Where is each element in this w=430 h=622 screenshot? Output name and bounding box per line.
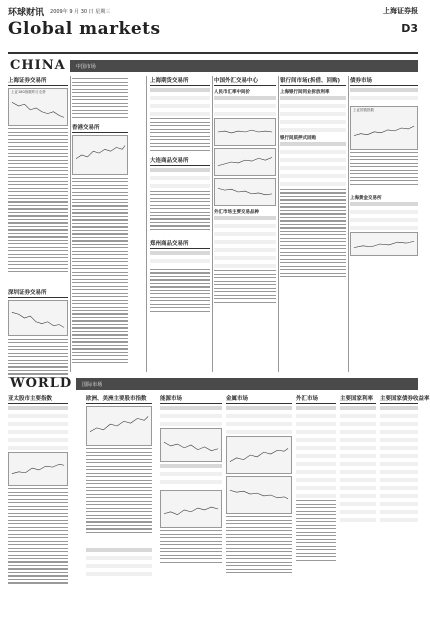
world-band-subtitle: 国际市场 xyxy=(82,381,103,388)
sub-heading: 上海银行间同业拆放利率 xyxy=(280,90,330,95)
euro-america-table xyxy=(86,548,152,576)
china-col-bonds xyxy=(350,76,418,376)
section-heading: 主要国家利率 xyxy=(340,394,376,404)
china-col-forex xyxy=(214,76,276,376)
section-heading: 能源市场 xyxy=(160,394,222,404)
sub-heading: 上海黄金交易所 xyxy=(350,196,382,202)
article-text xyxy=(150,269,210,319)
bond-table xyxy=(350,88,418,104)
metals-table xyxy=(226,406,292,434)
article-text xyxy=(150,191,210,239)
newspaper-brand: 环球财讯 xyxy=(8,7,45,18)
china-band-subtitle: 中国市场 xyxy=(75,63,96,70)
china-col-shanghai xyxy=(8,76,68,376)
fx-table xyxy=(296,406,336,498)
rate-chart xyxy=(214,118,276,146)
article-text xyxy=(72,178,128,378)
article-text xyxy=(226,516,292,586)
world-col-energy xyxy=(160,394,222,616)
energy-table xyxy=(160,406,222,426)
section-heading: 大连商品交易所 xyxy=(150,156,210,166)
index-chart xyxy=(8,88,68,126)
article-text xyxy=(350,152,418,192)
asia-index-table xyxy=(8,406,68,450)
futures-table xyxy=(150,168,210,188)
article-text xyxy=(72,78,128,123)
gold-chart xyxy=(350,232,418,256)
column-divider xyxy=(70,76,71,372)
world-section-band xyxy=(8,378,418,390)
section-heading: 香港交易所 xyxy=(72,123,128,133)
article-text xyxy=(160,530,222,570)
index-chart xyxy=(72,135,128,175)
column-divider xyxy=(146,76,147,372)
energy-table xyxy=(160,464,222,488)
article-text xyxy=(8,488,68,598)
section-heading: 银行间市场(拆借、回购) xyxy=(280,76,346,86)
futures-table xyxy=(150,251,210,267)
sub-heading: 银行间质押式回购 xyxy=(280,136,316,141)
world-col-yields xyxy=(380,394,430,616)
section-heading: 郑州商品交易所 xyxy=(150,239,210,249)
article-text xyxy=(8,128,68,288)
yields-table xyxy=(380,406,418,522)
section-heading: 中国外汇交易中心 xyxy=(214,76,276,86)
china-col-futures xyxy=(150,76,210,376)
section-heading: 欧洲、美洲主要股市指数 xyxy=(86,394,152,404)
world-band-title: WORLD xyxy=(8,378,76,390)
section-heading: 亚太股市主要指数 xyxy=(8,394,68,404)
issue-date: 2009年 9 月 30 日 星期三 xyxy=(50,8,111,15)
section-heading: 深圳证券交易所 xyxy=(8,288,68,298)
rates-table xyxy=(340,406,376,522)
rate-chart xyxy=(214,178,276,206)
china-col-hongkong xyxy=(72,76,128,376)
section-heading: 主要国家债券收益率 xyxy=(380,396,430,402)
chart-caption: 上证国债指数 xyxy=(353,108,374,112)
section-heading: 外汇市场 xyxy=(296,394,336,404)
gold-table xyxy=(350,202,418,230)
header-meta-row xyxy=(8,6,418,16)
column-divider xyxy=(278,76,279,372)
world-col-metals xyxy=(226,394,292,616)
europe-chart xyxy=(86,406,152,446)
china-section-band xyxy=(8,60,418,72)
china-band-title: CHINA xyxy=(8,60,70,72)
section-heading: 上海期货交易所 xyxy=(150,76,210,86)
repo-table xyxy=(280,142,346,186)
bond-index-chart xyxy=(350,106,418,150)
page-number: D3 xyxy=(401,22,418,35)
shibor-table xyxy=(280,96,346,132)
sub-heading: 外汇市场主要交易品种 xyxy=(214,210,259,215)
world-col-euro-america xyxy=(86,394,152,616)
article-text xyxy=(86,448,152,548)
article-text xyxy=(214,270,276,310)
article-text xyxy=(280,189,346,289)
world-col-asia xyxy=(8,394,68,616)
world-col-rates xyxy=(340,394,376,616)
gas-chart xyxy=(160,490,222,528)
metal-chart xyxy=(226,436,292,474)
section-heading: 上海证券交易所 xyxy=(8,76,68,86)
article-text xyxy=(296,500,336,600)
publisher-name: 上海证券报 xyxy=(383,7,418,15)
asia-chart xyxy=(8,452,68,486)
column-divider xyxy=(348,76,349,372)
rate-table xyxy=(214,216,276,268)
page-header xyxy=(8,6,418,54)
china-col-interbank xyxy=(280,76,346,376)
index-chart xyxy=(8,300,68,336)
section-heading: 金属市场 xyxy=(226,394,292,404)
world-col-fx xyxy=(296,394,336,616)
rate-chart xyxy=(214,148,276,176)
metal-chart xyxy=(226,476,292,514)
column-divider xyxy=(212,76,213,372)
page-title: Global markets xyxy=(8,19,161,39)
futures-table xyxy=(150,88,210,116)
section-heading: 债券市场 xyxy=(350,76,418,86)
article-text xyxy=(150,118,210,156)
chart-caption: 上证180指数昨日走势 xyxy=(11,90,46,94)
rate-table xyxy=(214,96,276,116)
oil-chart xyxy=(160,428,222,462)
sub-heading: 人民币汇率中间价 xyxy=(214,90,250,95)
